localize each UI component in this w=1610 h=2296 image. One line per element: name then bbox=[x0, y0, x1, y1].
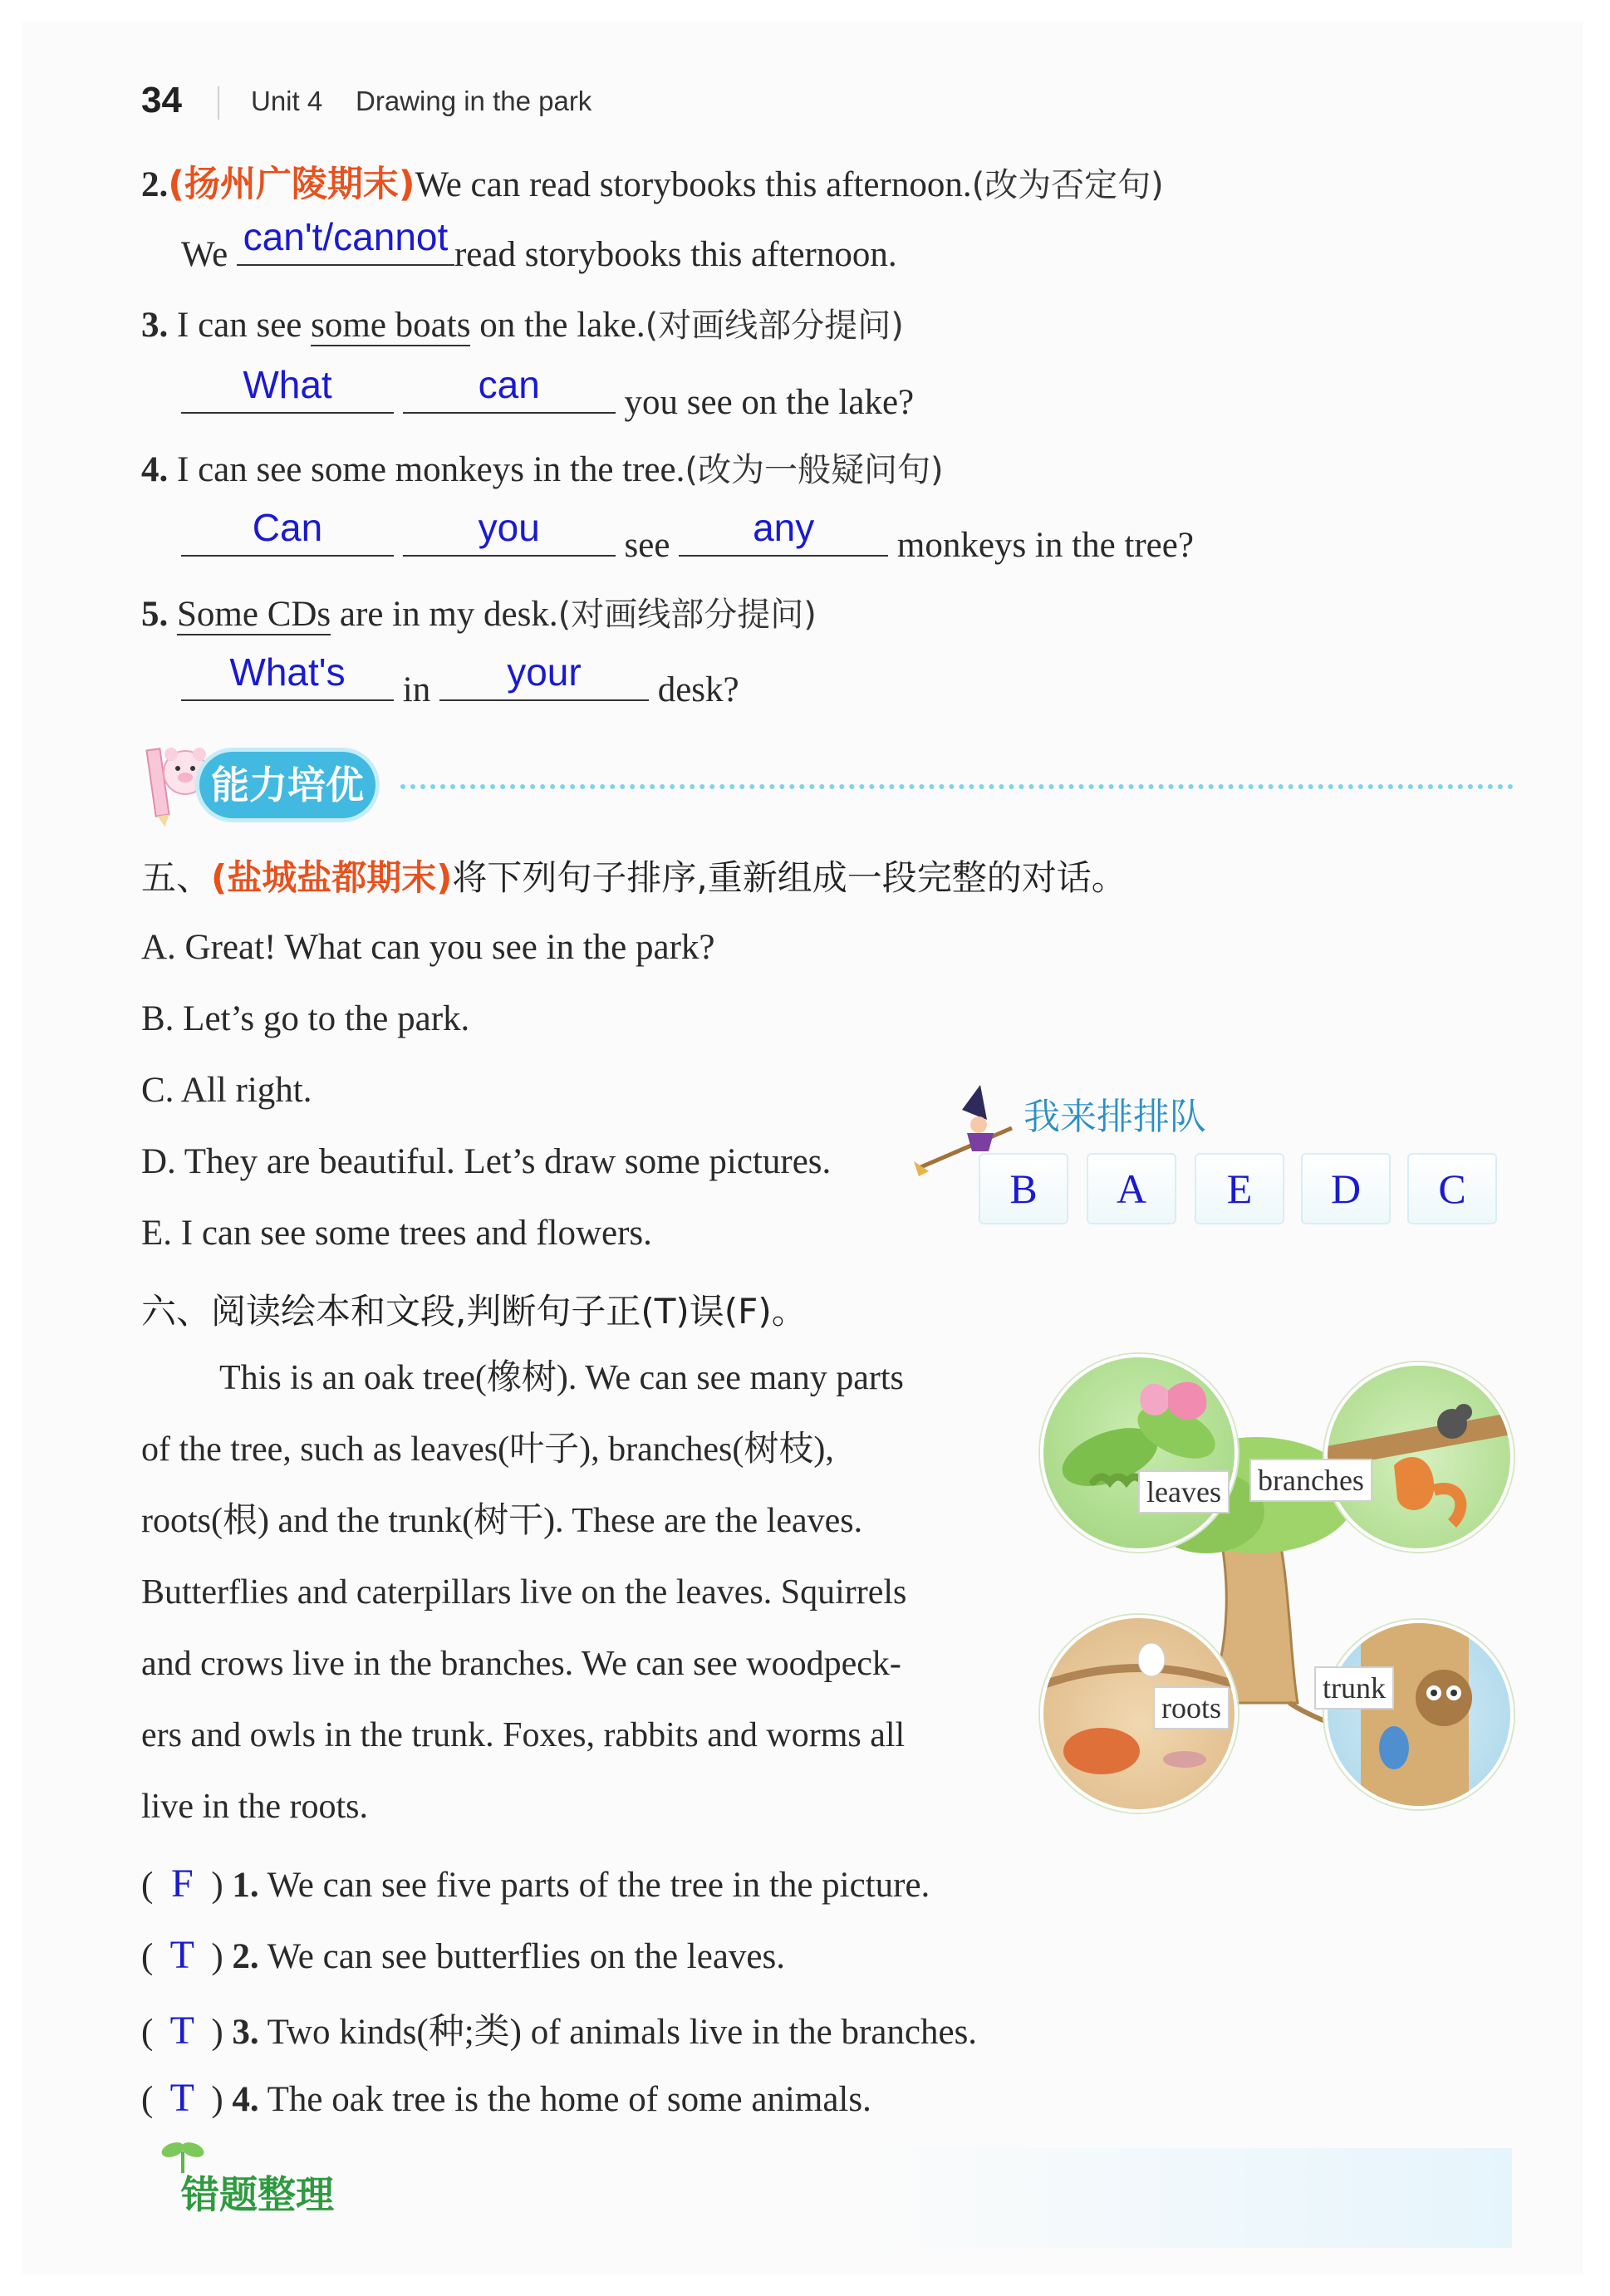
label-branches: branches bbox=[1249, 1459, 1372, 1502]
tf-number-2: 2. bbox=[232, 1937, 259, 1976]
header-divider bbox=[218, 86, 219, 120]
q4-answer-line bbox=[181, 506, 1194, 566]
leaves-circle bbox=[1040, 1354, 1238, 1552]
tf-text-1: We can see five parts of the tree in the picture. bbox=[267, 1866, 930, 1905]
q2-line bbox=[141, 156, 1164, 207]
label-leaves: leaves bbox=[1138, 1470, 1230, 1513]
q5-in: in bbox=[402, 670, 431, 709]
sec5-item-b: B. Let’s go to the park. bbox=[141, 999, 470, 1038]
q3-post: on the lake. bbox=[470, 306, 645, 345]
q2-instruction: (改为否定句) bbox=[971, 166, 1164, 204]
passage-line: Butterflies and caterpillars live on the leaves. Squirrels bbox=[141, 1573, 907, 1612]
q3-pre: I can see bbox=[177, 306, 312, 345]
q3-answer-2: can bbox=[478, 363, 540, 406]
tf-text-4: The oak tree is the home of some animals. bbox=[267, 2080, 871, 2119]
tf-answer-4[interactable]: T bbox=[169, 2076, 194, 2120]
q4-rest: monkeys in the tree? bbox=[896, 526, 1194, 565]
q5-instruction: (对画线部分提问) bbox=[557, 596, 817, 634]
passage-line: This is an oak tree(橡树). We can see many parts bbox=[219, 1359, 904, 1397]
passage-line: of the tree, such as leaves(叶子), branches(树枝), bbox=[141, 1430, 834, 1469]
q3-instruction: (对画线部分提问) bbox=[645, 307, 904, 345]
tf-text-3: Two kinds(种;类) of animals live in the branches. bbox=[267, 2013, 978, 2052]
label-trunk: trunk bbox=[1314, 1666, 1394, 1710]
q4-answer-3: any bbox=[753, 506, 815, 549]
tf-row-2: ( T ) 2. We can see butterflies on the leaves. bbox=[141, 1933, 785, 1977]
q4-blank-3[interactable] bbox=[679, 506, 888, 557]
q3-line bbox=[141, 299, 904, 346]
q2-number: 2. bbox=[141, 165, 169, 204]
label-roots: roots bbox=[1153, 1686, 1230, 1729]
q2-sentence: We can read storybooks this afternoon. bbox=[415, 165, 972, 204]
q3-answer-1: What bbox=[243, 363, 332, 406]
passage-line: roots(根) and the trunk(树干). These are the leaves. bbox=[141, 1502, 863, 1540]
q3-underlined: some boats bbox=[311, 306, 471, 345]
q4-line bbox=[141, 444, 944, 491]
q5-rest: desk? bbox=[657, 670, 739, 709]
tf-row-3: ( T ) 3. Two kinds(种;类) of animals live in the branches. bbox=[141, 2009, 978, 2053]
tf-row-4: ( T ) 4. The oak tree is the home of some animals. bbox=[141, 2076, 871, 2120]
q4-blank-2[interactable] bbox=[403, 506, 616, 557]
q3-answer-line bbox=[181, 363, 915, 423]
q4-see: see bbox=[624, 526, 670, 565]
sec5-item-d: D. They are beautiful. Let’s draw some pictures. bbox=[141, 1142, 832, 1181]
order-box-2[interactable]: A bbox=[1087, 1153, 1176, 1224]
order-box-3[interactable]: E bbox=[1195, 1153, 1284, 1224]
q5-number: 5. bbox=[141, 595, 169, 634]
page-number: 34 bbox=[141, 80, 182, 120]
q5-line bbox=[141, 588, 817, 635]
q4-number: 4. bbox=[141, 450, 169, 489]
sec5-item-c: C. All right. bbox=[141, 1071, 312, 1110]
trunk-circle bbox=[1324, 1620, 1514, 1809]
sec5-item-a: A. Great! What can you see in the park? bbox=[141, 928, 715, 967]
q2-source: (扬州广陵期末) bbox=[168, 164, 415, 205]
order-box-5[interactable]: C bbox=[1407, 1153, 1497, 1224]
tf-number-4: 4. bbox=[232, 2080, 259, 2119]
q5-post: are in my desk. bbox=[331, 595, 558, 634]
sec6-passage bbox=[141, 1342, 1005, 1842]
footer-panel bbox=[864, 2148, 1512, 2248]
tf-answer-3[interactable]: T bbox=[169, 2009, 194, 2053]
header-unit: Unit 4 bbox=[251, 86, 323, 116]
section-divider bbox=[400, 784, 1514, 789]
tf-number-1: 1. bbox=[232, 1866, 259, 1905]
sec5-source: (盐城盐都期末) bbox=[211, 857, 453, 898]
order-box-1[interactable]: B bbox=[979, 1153, 1068, 1224]
sec5-prefix: 五、 bbox=[141, 857, 212, 898]
q2-blank[interactable] bbox=[237, 215, 454, 266]
tf-answer-1[interactable]: F bbox=[170, 1862, 194, 1906]
q2-we: We bbox=[181, 235, 228, 274]
q3-rest: you see on the lake? bbox=[624, 383, 915, 422]
passage-line: and crows live in the branches. We can see woodpeck- bbox=[141, 1645, 901, 1683]
q4-instruction: (改为一般疑问句) bbox=[685, 451, 944, 489]
order-box-4[interactable]: D bbox=[1301, 1153, 1391, 1224]
sec5-title-text: 将下列句子排序,重新组成一段完整的对话。 bbox=[452, 857, 1127, 898]
sec5-item-e: E. I can see some trees and flowers. bbox=[141, 1214, 652, 1253]
q4-answer-1: Can bbox=[252, 506, 323, 549]
sec5-title bbox=[141, 851, 1127, 900]
q2-answer: can't/cannot bbox=[243, 215, 449, 258]
q5-blank-2[interactable] bbox=[439, 650, 649, 701]
q5-answer-2: your bbox=[507, 650, 582, 694]
tf-text-2: We can see butterflies on the leaves. bbox=[267, 1937, 785, 1976]
q5-answer-1: What's bbox=[229, 650, 346, 694]
sec6-title: 六、阅读绘本和文段,判断句子正(T)误(F)。 bbox=[141, 1291, 807, 1332]
q4-answer-2: you bbox=[478, 506, 540, 549]
footer-label: 错题整理 bbox=[181, 2172, 334, 2217]
section-badge: 能力培优 bbox=[199, 752, 376, 818]
q2-answer-line bbox=[181, 215, 897, 275]
tf-row-1: ( F ) 1. We can see five parts of the tree in the picture. bbox=[141, 1862, 930, 1906]
branches-circle bbox=[1324, 1362, 1514, 1552]
order-label: 我来排排队 bbox=[1023, 1096, 1206, 1138]
tf-answer-2[interactable]: T bbox=[169, 1933, 194, 1977]
q4-sentence: I can see some monkeys in the tree. bbox=[177, 450, 685, 489]
header-title: Drawing in the park bbox=[356, 86, 592, 116]
oak-tree-illustration bbox=[1040, 1354, 1514, 1819]
passage-line: ers and owls in the trunk. Foxes, rabbits and worms all bbox=[141, 1716, 906, 1754]
tf-number-3: 3. bbox=[232, 2013, 259, 2052]
q2-rest: read storybooks this afternoon. bbox=[454, 235, 897, 274]
q5-underlined: Some CDs bbox=[177, 595, 331, 634]
passage-line: live in the roots. bbox=[141, 1788, 368, 1826]
q5-blank-1[interactable] bbox=[181, 650, 394, 701]
q3-blank-1[interactable] bbox=[181, 363, 394, 414]
q4-blank-1[interactable] bbox=[181, 506, 394, 557]
q3-blank-2[interactable] bbox=[403, 363, 616, 414]
q3-number: 3. bbox=[141, 306, 169, 345]
q5-answer-line bbox=[181, 650, 739, 710]
